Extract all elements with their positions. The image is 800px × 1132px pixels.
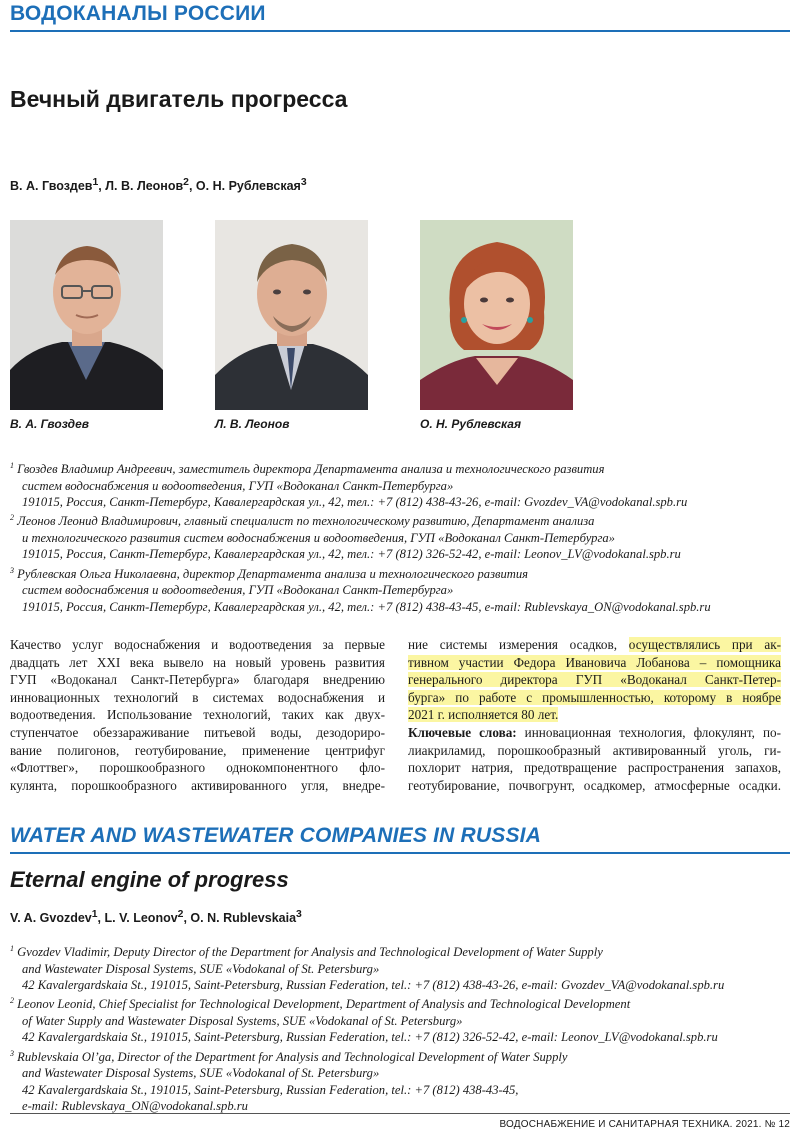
affiliation-mark: 1	[10, 944, 14, 953]
body-line: вание полигонов, геотубирование, применение центрифуг	[10, 742, 385, 758]
body-line: Качество услуг водоснабжения и водоотведения за первые	[10, 637, 385, 652]
abstract-right-column	[408, 636, 781, 794]
body-line: «Флоттвег», порошкообразного однокомпонентного фло-	[10, 760, 385, 776]
section-header-ru	[10, 2, 790, 32]
body-line: ступенчатое обеззараживание питьевой воды, дезодориро-	[10, 724, 385, 740]
affiliation-text: Gvozdev Vladimir, Deputy Director of the Department for Analysis and Technological Development of Water Supply	[17, 945, 603, 960]
affiliation-mark: 1	[10, 461, 14, 470]
author-photo-rublevskaya	[420, 220, 573, 410]
affiliation-mark: 3	[10, 1048, 14, 1058]
highlighted-text: осуществлялись при ак-	[628, 637, 781, 652]
photo-caption-2: Л. В. Леонов	[215, 417, 290, 431]
section-header-ru-text: ВОДОКАНАЛЫ РОССИИ	[10, 2, 266, 25]
affiliation-line: e-mail: Rublevskaya_ON@vodokanal.spb.ru	[22, 1099, 248, 1114]
authors-en	[10, 909, 302, 925]
affiliation-text: Рублевская Ольга Николаевна, директор Департамента анализа и технологического развития	[17, 567, 529, 581]
affiliation-line: 42 Kavalergardskaia St., 191015, Saint-Petersburg, Russian Federation, tel.: +7 (812) 438-43-45,	[22, 1082, 519, 1097]
affiliation-line: 191015, Россия, Санкт-Петербург, Кавалергардская ул., 42, тел.: +7 (812) 438-43-26, e-mail: Gvozdev_VA@vodokanal.spb.ru	[22, 495, 688, 509]
section-header-en	[10, 824, 790, 854]
affiliation-line: и технологического развития систем водоснабжения и водоотведения, ГУП «Водоканал Санкт-Петербурга»	[22, 531, 615, 545]
affiliation-line: and Wastewater Disposal Systems, SUE «Vodokanal of St. Petersburg»	[22, 961, 380, 976]
author-photo-gvozdev	[10, 220, 163, 410]
body-line	[408, 654, 781, 672]
affiliation-text: Гвоздев Владимир Андреевич, заместитель директора Департамента анализа и технологического развития	[17, 462, 605, 477]
article-title-ru: Вечный двигатель прогресса	[10, 86, 348, 112]
keywords-line	[408, 724, 781, 742]
affiliation-line: 191015, Россия, Санкт-Петербург, Кавалергардская ул., 42, тел.: +7 (812) 438-43-45, e-mail: Rublevskaya_ON@vodokanal.spb.ru	[22, 599, 711, 614]
author-2-en-mark: 2	[177, 909, 184, 920]
author-sep: ,	[188, 179, 196, 194]
affiliation-line	[10, 1046, 724, 1066]
keywords-line: лиакриламид, порошкообразный активированный уголь, ги-	[408, 742, 781, 758]
affiliations-ru	[10, 458, 711, 615]
affiliation-text: Rublevskaia Ol’ga, Director of the Department for Analysis and Technological Development of Water Supply	[17, 1050, 568, 1064]
author-3-ru: О. Н. Рублевская	[195, 179, 301, 194]
author-sep: ,	[97, 911, 105, 926]
affiliation-mark: 2	[10, 513, 14, 523]
affiliation-text: Леонов Леонид Владимирович, главный специалист по технологическому развитию, Департамент анализа	[17, 514, 595, 529]
body-line: кулянта, порошкообразного активированного угля, внедре-	[10, 777, 385, 793]
affiliation-line: систем водоснабжения и водоотведения, ГУП «Водоканал Санкт-Петербурга»	[22, 583, 454, 598]
keywords-line: геотубирование, почвогрунт, осадкомер, атмосферные осадки.	[408, 777, 781, 793]
keywords-label: Ключевые слова:	[408, 724, 517, 740]
highlighted-text: бурга» по работе с промышленностью, которому в ноябре	[408, 689, 781, 705]
photo-caption-1: В. А. Гвоздев	[10, 417, 90, 431]
body-line	[408, 689, 781, 707]
author-2-ru: Л. В. Леонов	[105, 179, 184, 194]
page-footer	[10, 1113, 790, 1130]
body-line: двадцать лет XXI века вывело на новый уровень развития	[10, 654, 385, 670]
abstract-left-column	[10, 636, 385, 794]
affiliation-mark: 2	[10, 996, 14, 1006]
body-text: ние системы измерения осадков,	[408, 637, 629, 652]
keywords-line: похлорит натрия, предотвращение распространения запахов,	[408, 760, 781, 776]
section-header-en-text: WATER AND WASTEWATER COMPANIES IN RUSSIA	[10, 824, 542, 847]
author-1-ru-mark: 1	[92, 177, 99, 188]
journal-footer-text: ВОДОСНАБЖЕНИЕ И САНИТАРНАЯ ТЕХНИКА. 2021. № 12	[499, 1119, 790, 1130]
author-3-en: O. N. Rublevskaia	[190, 911, 297, 926]
affiliation-line	[10, 993, 724, 1013]
affiliation-text: Leonov Leonid, Chief Specialist for Technological Development, Department of Analysis and Technological Development	[17, 997, 631, 1012]
affiliation-line: and Wastewater Disposal Systems, SUE «Vodokanal of St. Petersburg»	[22, 1066, 380, 1081]
body-line: инновационных технологий в системах водоснабжения и	[10, 689, 385, 705]
body-line: водоотведения. Использование технологий, таких как двух-	[10, 707, 385, 723]
author-1-en: V. A. Gvozdev	[10, 911, 92, 926]
photo-caption-3: О. Н. Рублевская	[420, 417, 522, 431]
body-line	[408, 636, 781, 654]
highlighted-text: тивном участии Федора Ивановича Лобанова – помощника	[408, 654, 781, 670]
affiliation-line	[10, 510, 711, 530]
author-3-ru-mark: 3	[300, 177, 307, 188]
affiliations-en	[10, 941, 724, 1115]
affiliation-line: of Water Supply and Wastewater Disposal Systems, SUE «Vodokanal of St. Petersburg»	[22, 1014, 463, 1028]
authors-ru	[10, 177, 307, 193]
affiliation-line	[10, 941, 724, 961]
body-line	[408, 671, 781, 689]
author-photo-leonov	[215, 220, 368, 410]
affiliation-line: 191015, Россия, Санкт-Петербург, Кавалергардская ул., 42, тел.: +7 (812) 326-52-42, e-mail: Leonov_LV@vodokanal.spb.ru	[22, 547, 681, 562]
affiliation-line	[10, 458, 711, 478]
body-line	[408, 706, 781, 724]
author-1-ru: В. А. Гвоздев	[10, 179, 93, 194]
affiliation-line: систем водоснабжения и водоотведения, ГУП «Водоканал Санкт-Петербурга»	[22, 478, 454, 493]
affiliation-line: 42 Kavalergardskaia St., 191015, Saint-Petersburg, Russian Federation, tel.: +7 (812) 326-52-42, e-mail: Leonov_LV@vodokanal.spb.ru	[22, 1030, 718, 1045]
body-line: ГУП «Водоканал Санкт-Петербурга» благодаря внедрению	[10, 672, 385, 688]
affiliation-mark: 3	[10, 565, 14, 575]
affiliation-line: 42 Kavalergardskaia St., 191015, Saint-Petersburg, Russian Federation, tel.: +7 (812) 438-43-26, e-mail: Gvozdev_VA@vodokanal.spb.ru	[22, 978, 725, 992]
author-3-en-mark: 3	[296, 909, 302, 920]
author-1-en-mark: 1	[91, 909, 98, 920]
keywords-text: инновационная технология, флокулянт, по-	[516, 724, 781, 740]
highlighted-text: генерального директора ГУП «Водоканал Санкт-Петер-	[408, 672, 781, 688]
affiliation-line	[10, 563, 711, 583]
article-title-en: Eternal engine of progress	[10, 867, 289, 892]
highlighted-text: 2021 г. исполняется 80 лет.	[408, 707, 559, 723]
author-sep: ,	[183, 911, 191, 926]
author-2-en: L. V. Leonov	[104, 911, 178, 926]
author-2-ru-mark: 2	[183, 177, 189, 188]
author-sep: ,	[98, 179, 106, 194]
